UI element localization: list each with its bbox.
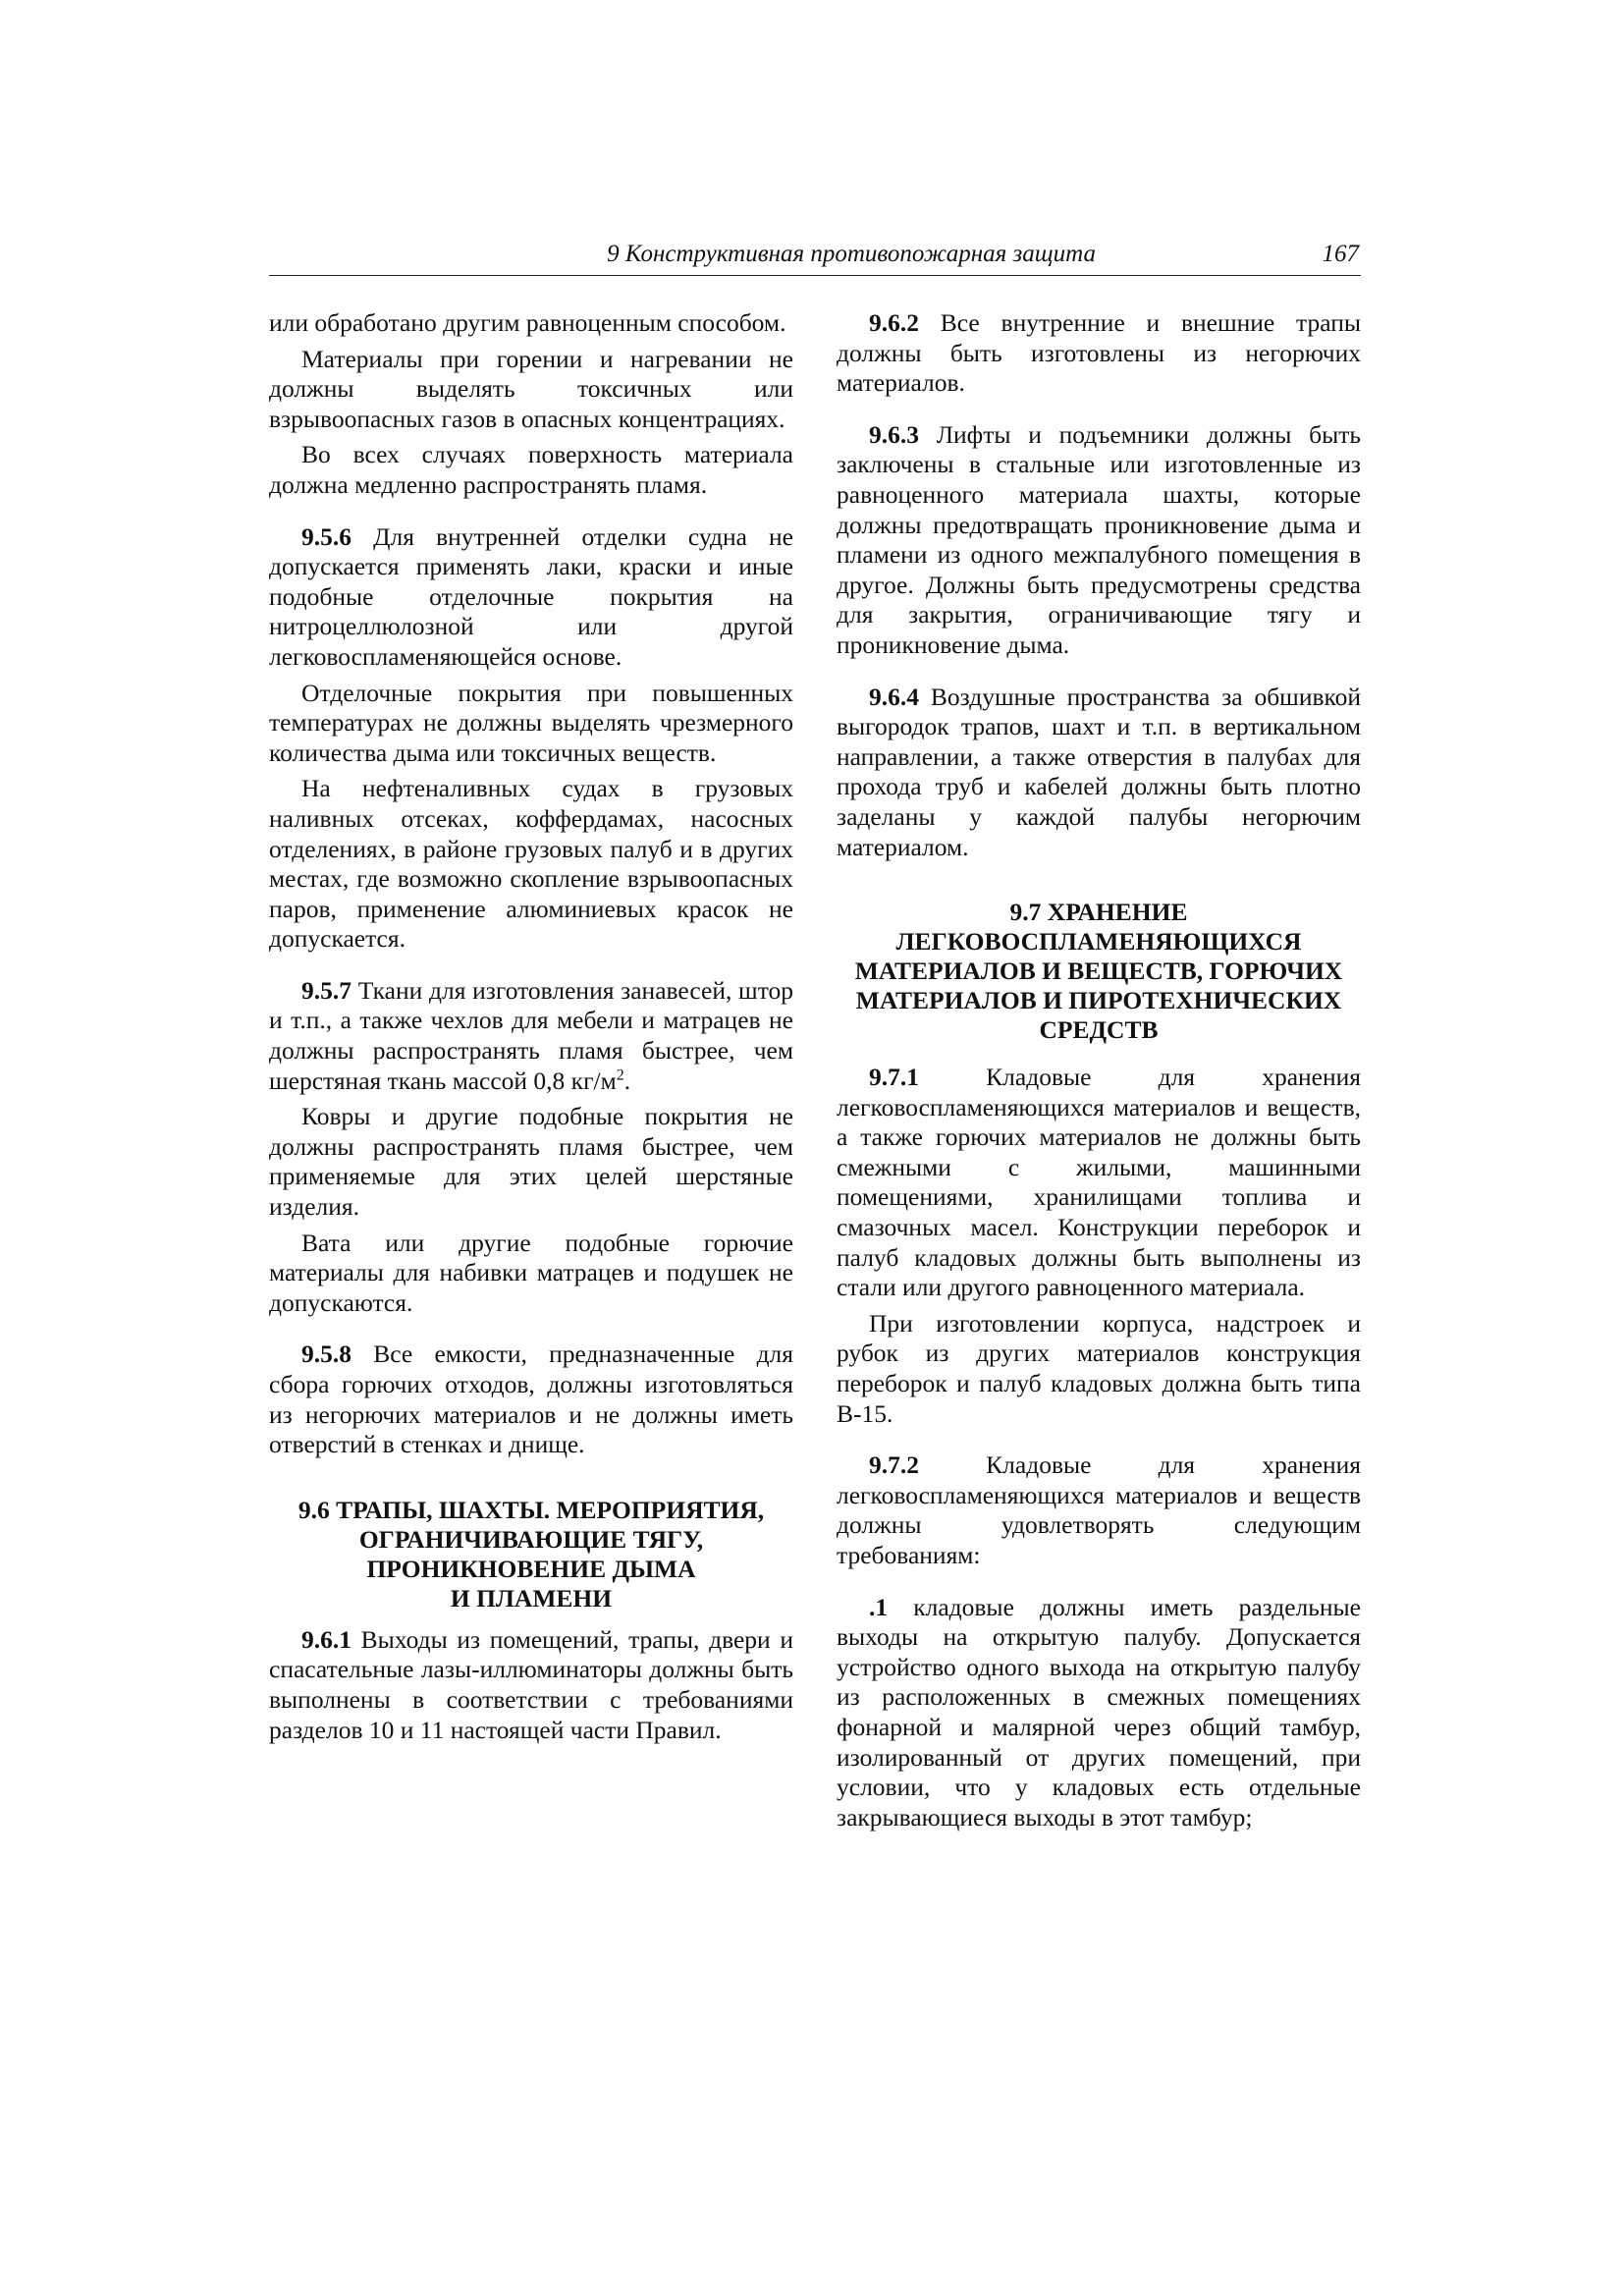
- left-column: [269, 308, 793, 1751]
- section-9-6-4: [837, 683, 1361, 863]
- running-header: [269, 240, 1361, 276]
- running-header-title: 9 Конструктивная противопожарная защита: [607, 241, 1096, 267]
- sentence-end: .: [623, 1066, 631, 1095]
- section-9-7-2: [837, 1450, 1361, 1570]
- section-9-6-2: [837, 308, 1361, 399]
- section-number: 9.7.2: [869, 1450, 919, 1480]
- section-number: 9.6.4: [869, 682, 919, 711]
- section-9-7-1: [837, 1063, 1361, 1303]
- heading-line: ОГРАНИЧИВАЮЩИЕ ТЯГУ,: [358, 1524, 704, 1554]
- heading-line: СРЕДСТВ: [1039, 1015, 1159, 1045]
- section-9-6-3: [837, 420, 1361, 661]
- section-9-5-6: [269, 522, 793, 673]
- list-item-text: кладовые должны иметь раздельные выходы на открытую палубу. Допускается устройство одного выхода на открытую палубу из расположенных в смежных помещениях фонарной и малярной через общий тамбур, изолированный от других помещений, при условии, что у кладовых есть отдельные закрывающиеся выходы в этот тамбур;: [837, 1592, 1361, 1831]
- paragraph: Отделочные покрытия при повышенных температурах не должны выделять чрезмерного количества дыма или токсичных веществ.: [269, 678, 793, 767]
- paragraph: Во всех случаях поверхность материала должна медленно распространять пламя.: [269, 440, 793, 499]
- right-column: [837, 308, 1361, 1838]
- heading-line: МАТЕРИАЛОВ И ПИРОТЕХНИЧЕСКИХ: [855, 986, 1342, 1015]
- section-text: Для внутренней отделки судна не допускается применять лаки, краски и иные подобные отделочные покрытия на нитроцеллюлозной или другой легковоспламеняющейся основе.: [269, 521, 793, 671]
- page-number: 167: [1322, 241, 1359, 267]
- section-text: Кладовые для хранения легковоспламеняющихся материалов и веществ должны удовлетворять следующим требованиям:: [837, 1450, 1362, 1569]
- section-number: 9.6.2: [869, 308, 919, 337]
- heading-line: МАТЕРИАЛОВ И ВЕЩЕСТВ, ГОРЮЧИХ: [854, 957, 1343, 986]
- section-number: 9.5.6: [301, 521, 352, 551]
- section-text: Ткани для изготовления занавесей, штор и т.п., а также чехлов для мебели и матрацев не должны распространять пламя быстрее, чем шерстяная ткань массой 0,8 кг/м: [269, 975, 794, 1095]
- paragraph: Материалы при горении и нагревании не должны выделять токсичных или взрывоопасных газов в опасных концентрациях.: [269, 344, 793, 433]
- section-number: 9.7.1: [869, 1063, 919, 1092]
- section-text: Воздушные пространства за обшивкой выгородок трапов, шахт и т.п. в вертикальном направлении, а также отверстия в палубах для прохода труб и кабелей должны быть плотно заделаны у каждой палубы негорючим материалом.: [837, 682, 1361, 861]
- list-item-number: .1: [869, 1592, 889, 1621]
- section-text: Выходы из помещений, трапы, двери и спасательные лазы-иллюминаторы должны быть выполнены в соответствии с требованиями разделов 10 и 11 настоящей части Правил.: [269, 1624, 793, 1744]
- heading-line: И ПЛАМЕНИ: [450, 1583, 613, 1613]
- section-number: 9.6.3: [869, 419, 919, 449]
- section-heading-9-6: [269, 1496, 793, 1613]
- paragraph: Ковры и другие подобные покрытия не должны распространять пламя быстрее, чем применяемые для этих целей шерстяные изделия.: [269, 1102, 793, 1222]
- paragraph: При изготовлении корпуса, надстроек и рубок из других материалов конструкция переборок и палуб кладовых должна быть типа В-15.: [837, 1308, 1361, 1428]
- paragraph: Вата или другие подобные горючие материалы для набивки матрацев и подушек не допускаются.: [269, 1228, 793, 1317]
- section-number: 9.6.1: [301, 1624, 352, 1654]
- section-heading-9-7: [837, 898, 1361, 1045]
- section-number: 9.5.8: [301, 1339, 352, 1369]
- heading-line: ЛЕГКОВОСПЛАМЕНЯЮЩИХСЯ: [895, 927, 1302, 957]
- heading-line: 9.7 ХРАНЕНИЕ: [1009, 898, 1188, 927]
- list-item-1: [837, 1593, 1361, 1833]
- paragraph-continued: или обработано другим равноценным способом.: [269, 308, 786, 337]
- paragraph: На нефтеналивных судах в грузовых наливных отсеках, коффердамах, насосных отделениях, в районе грузовых палуб и в других местах, где возможно скопление взрывоопасных паров, применение алюминиевых красок не допускается.: [269, 774, 793, 954]
- section-text: Все емкости, предназначенные для сбора горючих отходов, должны изготовляться из негорючих материалов и не должны иметь отверстий в стенках и днище.: [269, 1339, 793, 1459]
- superscript: 2: [616, 1066, 624, 1084]
- section-number: 9.5.7: [301, 975, 352, 1005]
- section-9-5-7: [269, 976, 793, 1096]
- heading-line: 9.6 ТРАПЫ, ШАХТЫ. МЕРОПРИЯТИЯ,: [298, 1495, 765, 1524]
- section-text: Все внутренние и внешние трапы должны быть изготовлены из негорючих материалов.: [837, 308, 1361, 398]
- heading-line: ПРОНИКНОВЕНИЕ ДЫМА: [366, 1554, 696, 1583]
- section-9-5-8: [269, 1339, 793, 1459]
- section-text: Кладовые для хранения легковоспламеняющихся материалов и веществ, а также горючих материалов не должны быть смежными с жилыми, машинными помещениями, хранилищами топлива и смазочных масел. Конструкции переборок и палуб кладовых должны быть выполнены из стали или другого равноценного материала.: [837, 1063, 1362, 1302]
- section-text: Лифты и подъемники должны быть заключены в стальные или изготовленные из равноценного материала шахты, которые должны предотвращать проникновение дыма и пламени из одного межпалубного помещения в другое. Должны быть предусмотрены средства для закрытия, ограничивающие тягу и проникновение дыма.: [837, 419, 1362, 659]
- section-9-6-1: [269, 1625, 793, 1745]
